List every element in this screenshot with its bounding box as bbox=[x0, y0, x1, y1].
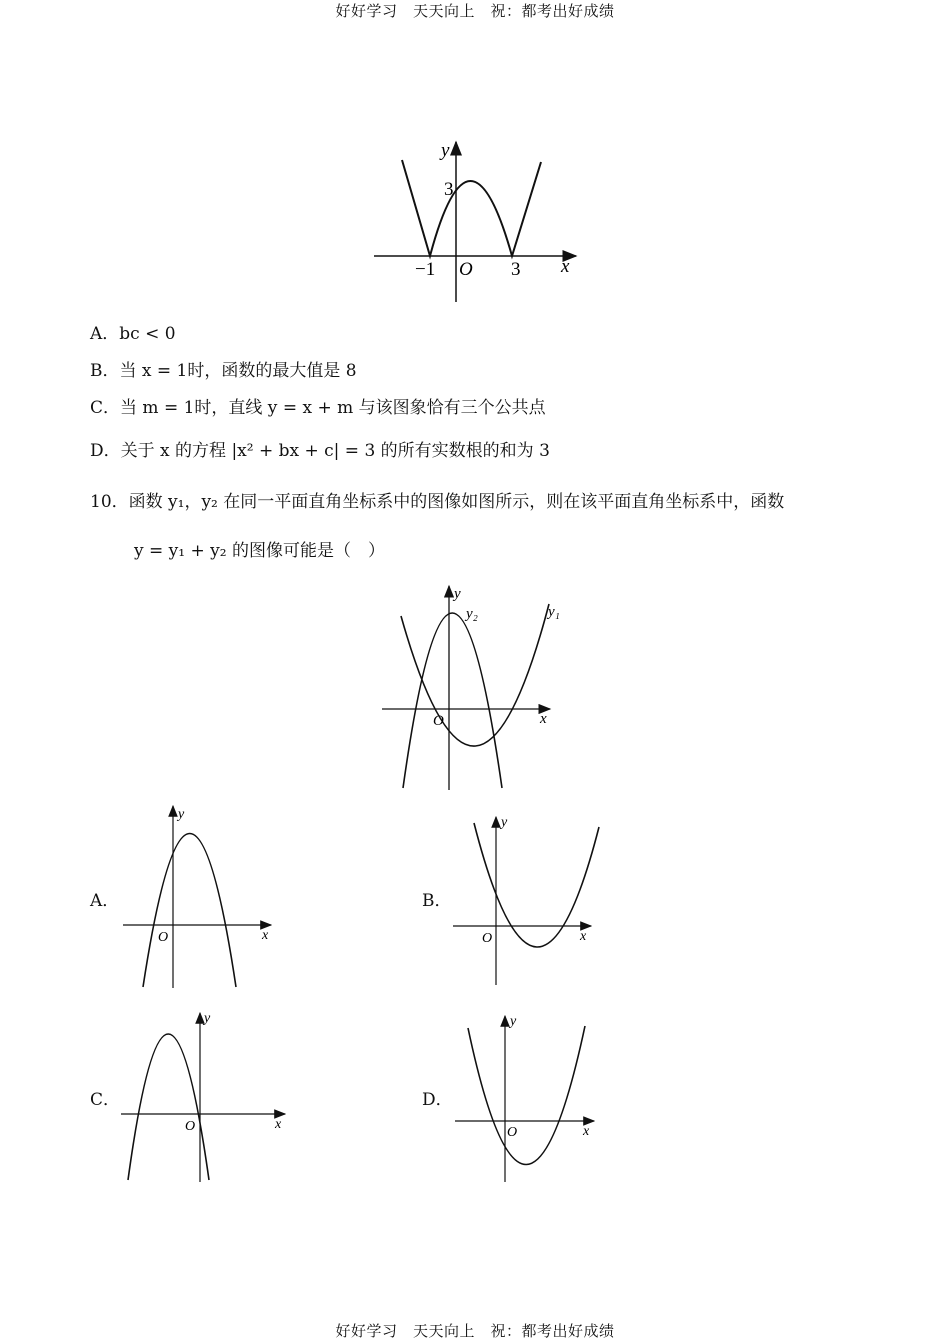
svg-text:O: O bbox=[185, 1119, 196, 1134]
svg-text:O: O bbox=[158, 930, 169, 945]
fig2-y1-curve bbox=[401, 604, 549, 746]
svg-text:x: x bbox=[275, 1117, 282, 1132]
fig1-tick-x3: 3 bbox=[511, 259, 521, 280]
svg-text:y: y bbox=[204, 1011, 211, 1026]
svg-text:O: O bbox=[507, 1125, 518, 1140]
fig2-x-label: x bbox=[540, 711, 547, 727]
choice-c-curve bbox=[128, 1034, 209, 1180]
q9-option-c-text: 当 m = 1时，直线 y = x + m 与该图象恰有三个公共点 bbox=[120, 398, 546, 418]
choice-b-curve bbox=[474, 823, 599, 947]
fig2-origin: O bbox=[433, 713, 444, 729]
page-header: 好好学习 天天向上 祝：都考出好成绩 bbox=[335, 2, 615, 20]
choice-d-label: D． bbox=[422, 1090, 453, 1110]
choice-d-curve bbox=[468, 1026, 585, 1165]
choice-c-graph bbox=[121, 1011, 285, 1182]
choice-c-label: C． bbox=[90, 1090, 121, 1110]
fig1-origin: O bbox=[459, 259, 473, 280]
q10-stem-line1: 10．函数 y₁，y₂ 在同一平面直角坐标系中的图像如图所示，则在该平面直角坐标系中，函数 bbox=[90, 492, 785, 512]
svg-text:y: y bbox=[178, 807, 185, 822]
choice-a-graph bbox=[123, 806, 271, 988]
fig2-y2-curve bbox=[403, 613, 502, 788]
q9-option-d-text: 关于 x 的方程 |x² + bx + c| = 3 的所有实数根的和为 3 bbox=[120, 441, 550, 461]
svg-text:x: x bbox=[580, 929, 587, 944]
choice-a-curve bbox=[143, 834, 236, 988]
svg-text:O: O bbox=[482, 931, 493, 946]
q9-option-d: D．关于 x 的方程 |x² + bx + c| = 3 的所有实数根的和为 3 bbox=[90, 441, 550, 461]
q9-option-a: A．bc < 0 bbox=[90, 324, 176, 344]
fig1-tick-neg1: −1 bbox=[415, 259, 436, 280]
fig1-y-label: y bbox=[441, 140, 450, 161]
page-footer: 好好学习 天天向上 祝：都考出好成绩 bbox=[335, 1322, 615, 1340]
q9-option-a-text: bc < 0 bbox=[119, 324, 176, 344]
choice-d-graph bbox=[455, 1014, 594, 1182]
choice-b-graph bbox=[453, 815, 599, 985]
fig1-tick-3: 3 bbox=[444, 179, 454, 200]
q9-option-b: B．当 x = 1时，函数的最大值是 8 bbox=[90, 361, 357, 381]
fig2-y1-label: y₁ bbox=[548, 604, 560, 620]
q9-option-c: C．当 m = 1时，直线 y = x + m 与该图象恰有三个公共点 bbox=[90, 398, 546, 418]
fig1-x-label: x bbox=[561, 256, 570, 277]
choice-a-label: A． bbox=[90, 891, 120, 911]
q9-option-b-text: 当 x = 1时，函数的最大值是 8 bbox=[119, 361, 357, 381]
choice-b-label: B． bbox=[422, 891, 452, 911]
svg-text:y: y bbox=[510, 1014, 517, 1029]
svg-text:x: x bbox=[583, 1124, 590, 1139]
fig2-y-label: y bbox=[454, 586, 461, 602]
svg-text:y: y bbox=[501, 815, 508, 830]
svg-text:x: x bbox=[262, 928, 269, 943]
fig2-y2-label: y₂ bbox=[466, 606, 478, 622]
fig1-curve bbox=[402, 160, 541, 256]
q10-stem-line2: y = y₁ + y₂ 的图像可能是（ ） bbox=[134, 541, 385, 561]
